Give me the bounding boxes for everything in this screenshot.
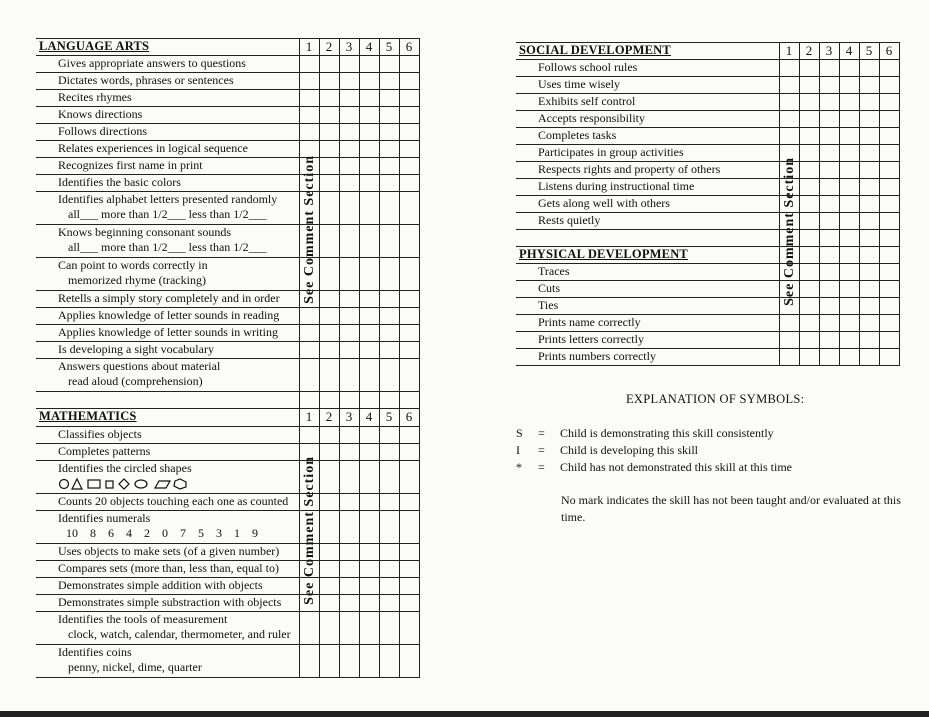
skill-row: Rests quietly — [516, 213, 779, 230]
social-table — [516, 42, 900, 366]
skill-row: Gives appropriate answers to questions — [36, 56, 299, 73]
skill-row: Traces — [516, 264, 779, 281]
symbol-meaning: Child has not demonstrated this skill at this time — [560, 460, 792, 474]
skill-row: Counts 20 objects touching each one as counted — [36, 494, 299, 511]
comment-section-label: See Comment Section — [302, 155, 317, 304]
skill-row: Is developing a sight vocabulary — [36, 342, 299, 359]
numerals-list: 10 8 6 4 2 0 7 5 3 1 9 — [66, 526, 258, 540]
skill-line: Identifies the tools of measurement — [58, 612, 228, 626]
skill-line: Knows beginning consonant sounds — [58, 225, 231, 239]
col-header: 5 — [859, 43, 879, 60]
skill-row-shapes — [36, 461, 299, 494]
skill-row: Relates experiences in logical sequence — [36, 141, 299, 158]
skill-row: Classifies objects — [36, 427, 299, 444]
social-section — [516, 42, 900, 366]
skill-row: Respects rights and property of others — [516, 162, 779, 179]
page-bottom-edge — [0, 711, 929, 717]
skill-row: Applies knowledge of letter sounds in writing — [36, 325, 299, 342]
skill-row: Completes patterns — [36, 444, 299, 461]
col-header: 1 — [779, 43, 799, 60]
skill-line: Identifies the circled shapes — [58, 461, 192, 475]
skill-row: Completes tasks — [516, 128, 779, 145]
skill-row: Prints name correctly — [516, 315, 779, 332]
col-header: 2 — [799, 43, 819, 60]
col-header: 5 — [379, 39, 399, 56]
skill-row: Dictates words, phrases or sentences — [36, 73, 299, 90]
skill-row: Participates in group activities — [516, 145, 779, 162]
skill-row: Uses time wisely — [516, 77, 779, 94]
symbol-char: * — [516, 460, 522, 474]
skill-row-consonant — [36, 225, 299, 258]
col-header: 2 — [319, 39, 339, 56]
explanation-note: No mark indicates the skill has not been taught and/or evaluated at this time. — [561, 493, 901, 524]
skill-row: Exhibits self control — [516, 94, 779, 111]
skill-line: Answers questions about material — [58, 359, 221, 373]
skill-line: Identifies coins — [58, 645, 132, 659]
skill-row: Compares sets (more than, less than, equal to) — [36, 561, 299, 578]
comment-section-label: See Comment Section — [782, 157, 797, 306]
symbol-equals: = — [538, 443, 545, 457]
symbol-row — [516, 443, 698, 458]
physical-title: PHYSICAL DEVELOPMENT — [516, 247, 779, 264]
mathematics-title: MATHEMATICS — [36, 409, 299, 427]
language-arts-title: LANGUAGE ARTS — [36, 39, 299, 56]
col-header: 1 — [299, 39, 319, 56]
skill-subline: read aloud (comprehension) — [68, 374, 203, 388]
skill-subline: clock, watch, calendar, thermometer, and ruler — [68, 627, 291, 641]
skill-row: Ties — [516, 298, 779, 315]
social-title: SOCIAL DEVELOPMENT — [516, 43, 779, 60]
col-header: 4 — [839, 43, 859, 60]
language-arts-table — [36, 38, 420, 409]
skill-subline: all___ more than 1/2___ less than 1/2___ — [68, 207, 267, 221]
skill-row-tools — [36, 612, 299, 645]
skill-line: Identifies numerals — [58, 511, 151, 525]
skill-subline: penny, nickel, dime, quarter — [68, 660, 202, 674]
col-header: 6 — [879, 43, 899, 60]
col-header: 3 — [819, 43, 839, 60]
skill-row: Prints letters correctly — [516, 332, 779, 349]
explanation-title: EXPLANATION OF SYMBOLS: — [626, 392, 805, 406]
skill-row: Applies knowledge of letter sounds in reading — [36, 308, 299, 325]
skill-row: Listens during instructional time — [516, 179, 779, 196]
col-header: 3 — [339, 39, 359, 56]
skill-line: Identifies alphabet letters presented randomly — [58, 192, 278, 206]
symbol-char: S — [516, 426, 523, 440]
symbol-meaning: Child is developing this skill — [560, 443, 699, 457]
skill-line: Can point to words correctly in — [58, 258, 208, 272]
skill-row: Retells a simply story completely and in order — [36, 291, 299, 308]
col-header: 1 — [299, 409, 319, 427]
language-arts-section — [36, 38, 420, 409]
skill-row-answers — [36, 359, 299, 392]
col-header: 5 — [379, 409, 399, 427]
skill-row: Knows directions — [36, 107, 299, 124]
col-header: 6 — [399, 39, 419, 56]
skill-row: Prints numbers correctly — [516, 349, 779, 366]
symbol-char: I — [516, 443, 520, 457]
symbol-equals: = — [538, 426, 545, 440]
mathematics-section — [36, 408, 420, 678]
symbol-equals: = — [538, 460, 545, 474]
skill-subline: all___ more than 1/2___ less than 1/2___ — [68, 240, 267, 254]
skill-row: Follows school rules — [516, 60, 779, 77]
skill-row: Follows directions — [36, 124, 299, 141]
skill-row: Identifies the basic colors — [36, 175, 299, 192]
comment-section-label: See Comment Section — [302, 456, 317, 605]
skill-row: Recites rhymes — [36, 90, 299, 107]
col-header: 6 — [399, 409, 419, 427]
symbol-meaning: Child is demonstrating this skill consistently — [560, 426, 774, 440]
col-header: 3 — [339, 409, 359, 427]
col-header: 4 — [359, 409, 379, 427]
skill-row: Recognizes first name in print — [36, 158, 299, 175]
skill-row-numerals — [36, 511, 299, 544]
skill-row: Gets along well with others — [516, 196, 779, 213]
symbol-row — [516, 460, 792, 475]
skill-row: Cuts — [516, 281, 779, 298]
col-header: 4 — [359, 39, 379, 56]
skill-row: Accepts responsibility — [516, 111, 779, 128]
explanation-of-symbols — [516, 392, 916, 532]
skill-row-point — [36, 258, 299, 291]
skill-row-coins — [36, 645, 299, 678]
la-rows-a — [36, 56, 419, 409]
shapes-icon — [58, 476, 299, 491]
skill-subline: memorized rhyme (tracking) — [68, 273, 206, 287]
skill-row: Demonstrates simple substraction with objects — [36, 595, 299, 612]
skill-row-alphabet — [36, 192, 299, 225]
symbol-row — [516, 426, 774, 441]
skill-row: Uses objects to make sets (of a given number) — [36, 544, 299, 561]
col-header: 2 — [319, 409, 339, 427]
mathematics-table — [36, 408, 420, 678]
skill-row: Demonstrates simple addition with objects — [36, 578, 299, 595]
